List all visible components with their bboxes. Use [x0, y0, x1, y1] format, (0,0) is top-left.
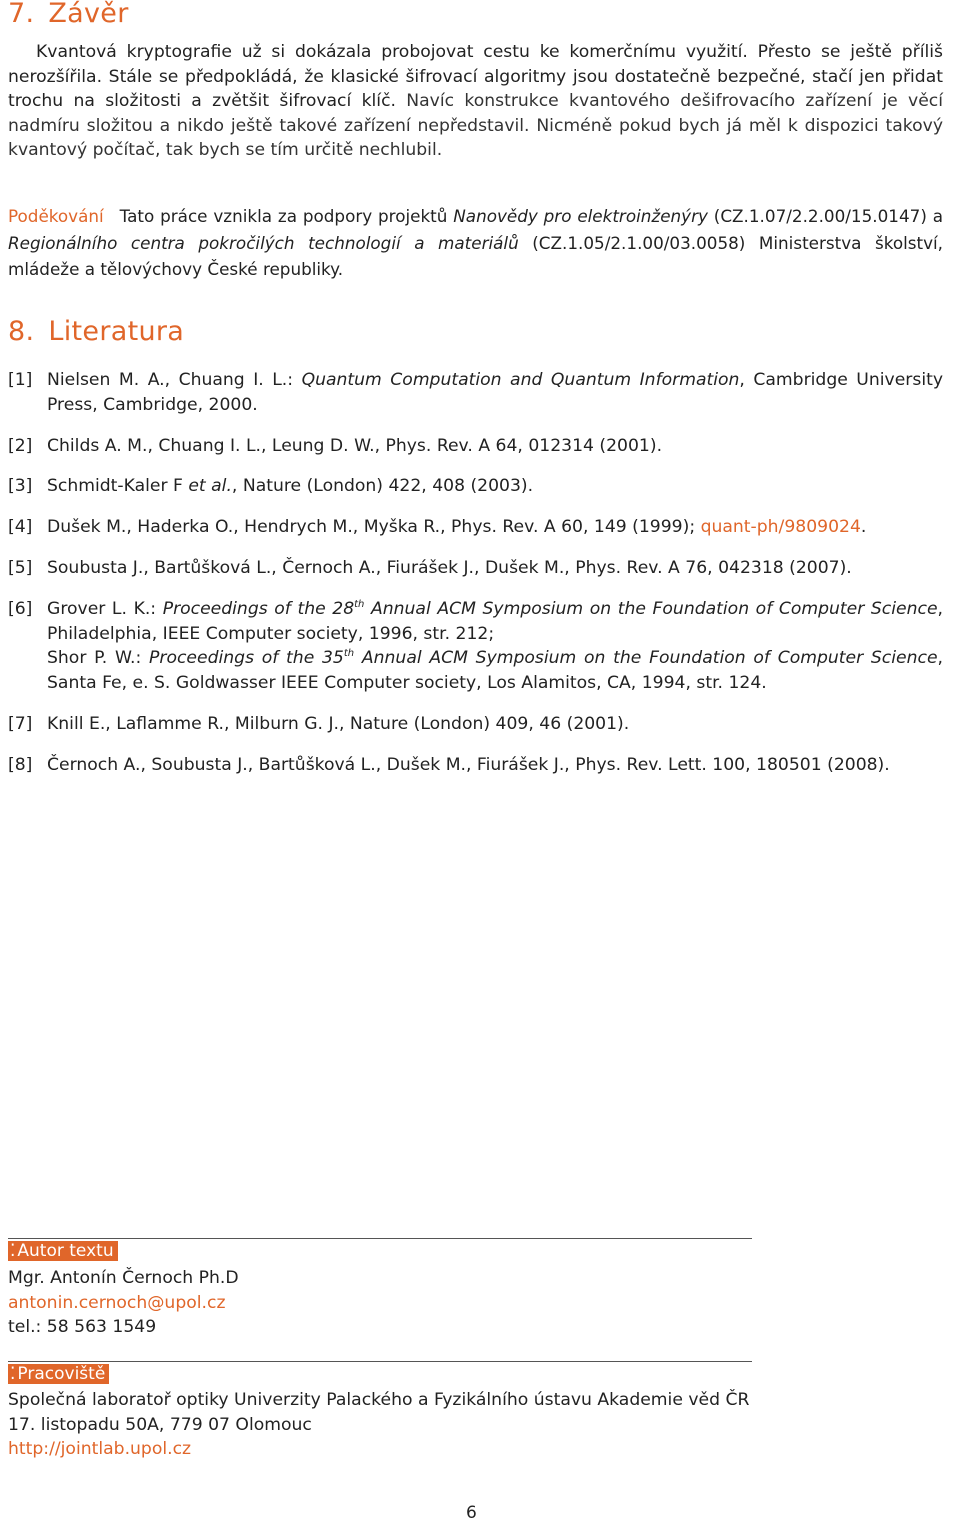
- reference-text: Schmidt-Kaler F: [47, 476, 189, 497]
- reference-list: [8, 368, 943, 794]
- reference-item: [8, 753, 943, 778]
- reference-tag: [5]: [8, 557, 33, 578]
- workplace-contact: [8, 1388, 749, 1462]
- reference-title: Proceedings of the 28: [162, 598, 355, 619]
- workplace-address: 17. listopadu 50A, 779 07 Olomouc: [8, 1414, 312, 1435]
- colon-icon: ⁚: [10, 1241, 16, 1261]
- reference-text: Černoch A., Soubusta J., Bartůšková L., Dušek M., Fiurášek J., Phys. Rev. Lett. 100, 180501 (2008).: [47, 754, 890, 775]
- author-box-title: [8, 1241, 118, 1261]
- reference-tag: [4]: [8, 517, 33, 538]
- section-7-heading: [8, 0, 129, 29]
- author-phone: tel.: 58 563 1549: [8, 1317, 157, 1337]
- reference-item: [8, 515, 943, 540]
- section-8-heading: [8, 316, 184, 347]
- workplace-url-link[interactable]: http://jointlab.upol.cz: [8, 1439, 192, 1459]
- section-title: Literatura: [48, 316, 185, 347]
- reference-item: [8, 597, 943, 696]
- ack-text-1: Tato práce vznikla za podpory projektů: [119, 206, 454, 226]
- reference-text: Knill E., Laflamme R., Milburn G. J., Nature (London) 409, 46 (2001).: [47, 713, 630, 734]
- author-contact: [8, 1266, 239, 1340]
- reference-details: , Cambridge University Press, Cambridge, 2000.: [47, 370, 944, 415]
- reference-text: Dušek M., Haderka O., Hendrych M., Myška R., Phys. Rev. A 60, 149 (1999);: [47, 517, 701, 538]
- reference-title: Annual ACM Symposium on the Foundation of Computer Science: [354, 648, 938, 669]
- reference-item: [8, 474, 943, 499]
- section-title: Závěr: [48, 0, 129, 29]
- reference-authors: Grover L. K.:: [47, 598, 163, 619]
- workplace-institution: Společná laboratoř optiky Univerzity Palackého a Fyzikálního ústavu Akademie věd ČR: [8, 1390, 750, 1410]
- reference-item: [8, 556, 943, 581]
- workplace-box-rule: [8, 1361, 752, 1362]
- ack-text-3: (CZ.1.05/2.1.00/03.0058) Ministerstva školství, mládeže a tělovýchovy České republiky.: [8, 232, 944, 279]
- reference-sub-entry: [47, 597, 943, 647]
- conclusion-text-part-2: Navíc konstrukce kvantového dešifrovacího zařízení je věcí nadmíru složitou a nikdo ještě takové zařízení nepředstavil. Nicméně pokud bych já měl k dispozici takový kvantový počítač, tak bych se tím určitě nechlubil.: [8, 91, 943, 161]
- section-number: 8.: [8, 316, 35, 347]
- arxiv-link[interactable]: quant-ph/9809024: [700, 517, 861, 538]
- reference-sub-entry: [47, 646, 943, 696]
- author-box-header: [8, 1241, 118, 1261]
- reference-text: Soubusta J., Bartůšková L., Černoch A., Fiurášek J., Dušek M., Phys. Rev. A 76, 042318 (2007).: [47, 557, 852, 578]
- reference-item: [8, 712, 943, 737]
- reference-tag: [2]: [8, 435, 33, 456]
- reference-end: .: [860, 517, 867, 538]
- reference-title: Proceedings of the 35: [149, 648, 344, 669]
- conclusion-paragraph: [8, 40, 943, 163]
- author-name: Mgr. Antonín Černoch Ph.D: [8, 1268, 239, 1288]
- reference-tag: [7]: [8, 713, 33, 734]
- reference-tag: [3]: [8, 476, 33, 497]
- ack-text-2: (CZ.1.07/2.2.00/15.0147) a: [707, 206, 943, 226]
- acknowledgement-paragraph: [8, 203, 943, 283]
- conclusion-text-part-1: Kvantová kryptografie už si dokázala probojovat cestu ke komerčnímu využití. Přesto se ještě příliš nerozšířila. Stále se předpokládá, že klasické šifrovací algoritmy jsou dostatečně bezpečné, stačí jen přidat trochu na složitosti a zvětšit šifrovací klíč.: [8, 42, 943, 112]
- ordinal-suffix: th: [343, 648, 355, 660]
- reference-item: [8, 368, 943, 418]
- reference-tag: [1]: [8, 370, 33, 390]
- reference-title: Annual ACM Symposium on the Foundation of Computer Science: [364, 598, 938, 619]
- reference-etal: et al.: [188, 476, 232, 497]
- reference-tag: [8]: [8, 754, 33, 775]
- reference-details: , Nature (London) 422, 408 (2003).: [231, 476, 534, 497]
- workplace-box-header-label: Pracoviště: [17, 1364, 106, 1384]
- ack-project-2: Regionálního centra pokročilých technologií a materiálů: [8, 232, 519, 253]
- author-box-header-label: Autor textu: [17, 1241, 114, 1261]
- reference-authors: Shor P. W.:: [47, 648, 150, 669]
- ack-project-1: Nanovědy pro elektroinženýry: [453, 206, 708, 226]
- ordinal-suffix: th: [354, 598, 365, 610]
- reference-details: , Philadelphia, IEEE Computer society, 1996, str. 212;: [47, 598, 943, 644]
- reference-authors: Nielsen M. A., Chuang I. L.:: [47, 370, 302, 390]
- acknowledgement-label: Poděkování: [8, 206, 104, 226]
- colon-icon: ⁚: [10, 1364, 16, 1384]
- reference-item: [8, 434, 943, 459]
- author-box-rule: [8, 1238, 752, 1239]
- page-number: 6: [466, 1503, 477, 1523]
- author-email-link[interactable]: antonin.cernoch@upol.cz: [8, 1292, 226, 1313]
- reference-tag: [6]: [8, 598, 33, 619]
- reference-details: , Santa Fe, e. S. Goldwasser IEEE Computer society, Los Alamitos, CA, 1994, str. 124.: [47, 648, 943, 694]
- reference-title: Quantum Computation and Quantum Information: [301, 370, 740, 390]
- reference-text: Childs A. M., Chuang I. L., Leung D. W., Phys. Rev. A 64, 012314 (2001).: [47, 435, 663, 456]
- workplace-box-title: [8, 1364, 109, 1384]
- section-number: 7.: [8, 0, 35, 29]
- workplace-box-header: [8, 1364, 109, 1384]
